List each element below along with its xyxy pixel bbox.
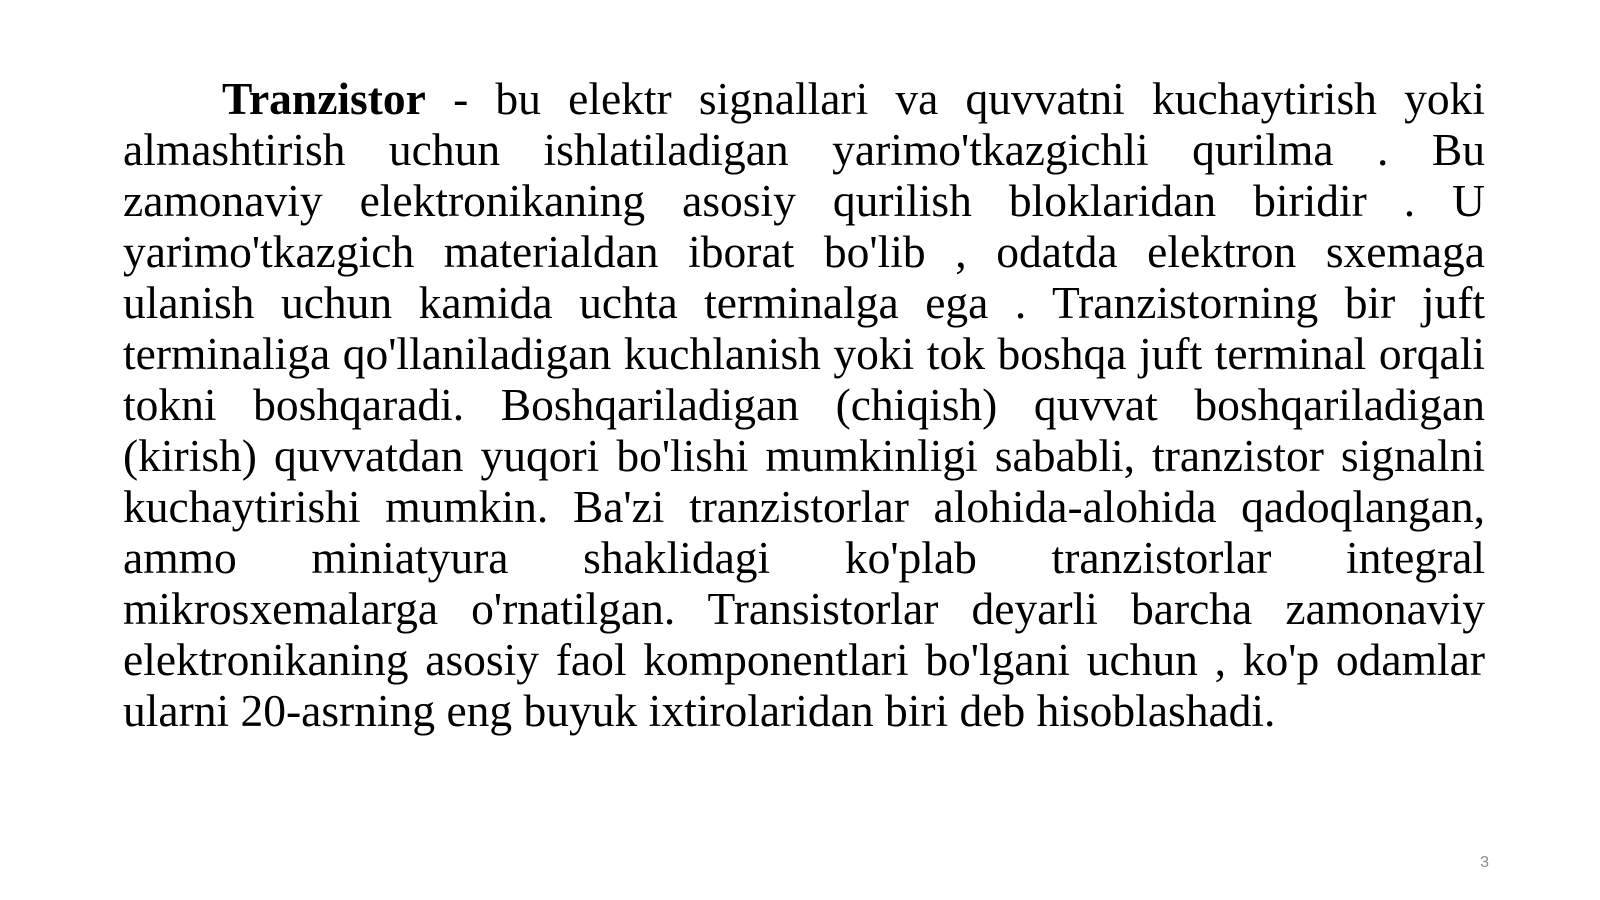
page-number: 3 [1480, 854, 1489, 871]
defined-term: Tranzistor [222, 73, 426, 124]
paragraph-text: - bu elektr signallari va quvvatni kuchaytirish yoki almashtirish uchun ishlatiladigan yarimo'tkazgichli qurilma . Bu zamonaviy elektronikaning asosiy qurilish bloklaridan biridir . U yarimo'tkazgich materialdan iborat bo'lib , odatda elektron sxemaga ulanish uchun kamida uchta terminalga ega . Tranzistorning bir juft terminaliga qo'llaniladigan kuchlanish yoki tok boshqa juft terminal orqali tokni boshqaradi. Boshqariladigan (chiqish) quvvat boshqariladigan (kirish) quvvatdan yuqori bo'lishi mumkinligi sababli, tranzistor signalni kuchaytirishi mumkin. Ba'zi tranzistorlar alohida-alohida qadoqlangan, ammo miniatyura shaklidagi ko'plab tranzistorlar integral mikrosxemalarga o'rnatilgan. Transistorlar deyarli barcha zamonaviy elektronikaning asosiy faol komponentlari bo'lgani uchun , ko'p odamlar ularni 20-asrning eng buyuk ixtirolaridan biri deb hisoblashadi. [123, 73, 1485, 736]
paragraph [123, 73, 1485, 736]
